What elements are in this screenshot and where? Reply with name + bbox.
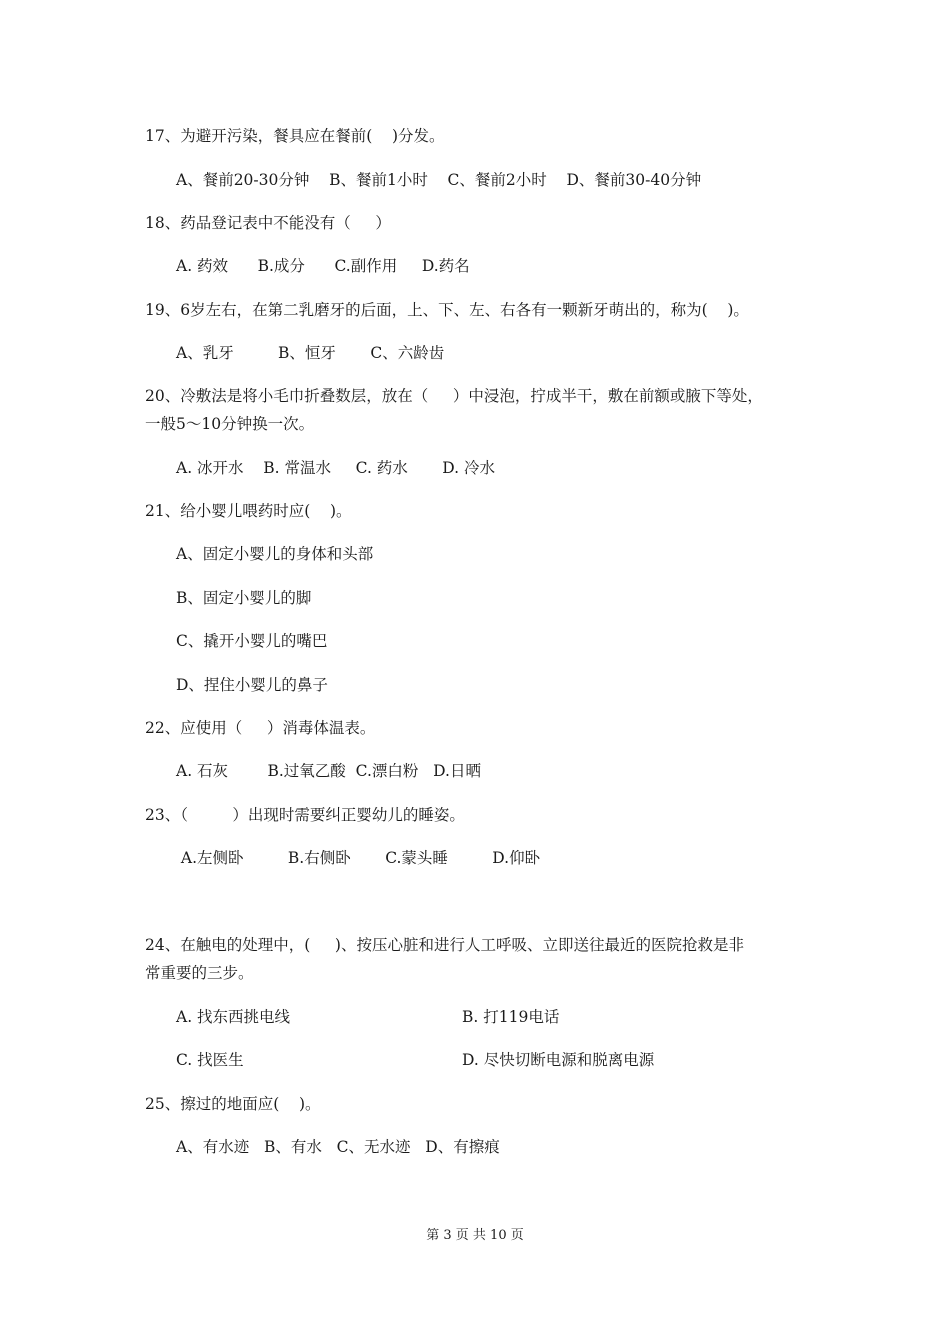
question-20-stem-line2: 一般5～10分钟换一次。 (145, 415, 315, 433)
question-21-option-c: C、撬开小婴儿的嘴巴 (176, 632, 328, 650)
question-17-stem: 17、为避开污染，餐具应在餐前( )分发。 (145, 127, 445, 145)
question-24-option-b: B. 打119电话 (462, 1008, 560, 1026)
question-21-option-d: D、捏住小婴儿的鼻子 (176, 676, 328, 694)
question-22-stem: 22、应使用（ ）消毒体温表。 (145, 719, 376, 737)
question-19-options: A、乳牙 B、恒牙 C、六龄齿 (176, 344, 445, 362)
question-20-stem: 20、冷敷法是将小毛巾折叠数层，放在（ ）中浸泡，拧成半干，敷在前额或腋下等处， (145, 387, 763, 405)
question-18-options: A. 药效 B.成分 C.副作用 D.药名 (176, 257, 470, 275)
question-20-options: A. 冰开水 B. 常温水 C. 药水 D. 冷水 (176, 459, 496, 477)
question-24-option-d: D. 尽快切断电源和脱离电源 (462, 1051, 655, 1069)
question-24-stem: 24、在触电的处理中，( )、按压心脏和进行人工呼吸、立即送往最近的医院抢救是非 (145, 936, 744, 954)
question-21-option-a: A、固定小婴儿的身体和头部 (176, 545, 374, 563)
question-25-options: A、有水迹 B、有水 C、无水迹 D、有擦痕 (176, 1138, 500, 1156)
question-21-option-b: B、固定小婴儿的脚 (176, 589, 312, 607)
question-21-stem: 21、给小婴儿喂药时应( )。 (145, 502, 352, 520)
question-23-options: A.左侧卧 B.右侧卧 C.蒙头睡 D.仰卧 (176, 849, 541, 867)
question-25-stem: 25、擦过的地面应( )。 (145, 1095, 321, 1113)
question-18-stem: 18、药品登记表中不能没有（ ） (145, 214, 391, 232)
question-24-option-a: A. 找东西挑电线 (176, 1008, 291, 1026)
question-17-options: A、餐前20-30分钟 B、餐前1小时 C、餐前2小时 D、餐前30-40分钟 (176, 171, 702, 189)
question-24-option-c: C. 找医生 (176, 1051, 244, 1069)
question-24-stem-line2: 常重要的三步。 (145, 964, 254, 982)
question-23-stem: 23、（ ）出现时需要纠正婴幼儿的睡姿。 (145, 806, 465, 824)
question-19-stem: 19、6岁左右，在第二乳磨牙的后面，上、下、左、右各有一颗新牙萌出的，称为( )。 (145, 301, 749, 319)
page-footer: 第 3 页 共 10 页 (426, 1228, 524, 1243)
question-22-options: A. 石灰 B.过氧乙酸 C.漂白粉 D.日晒 (176, 762, 481, 780)
